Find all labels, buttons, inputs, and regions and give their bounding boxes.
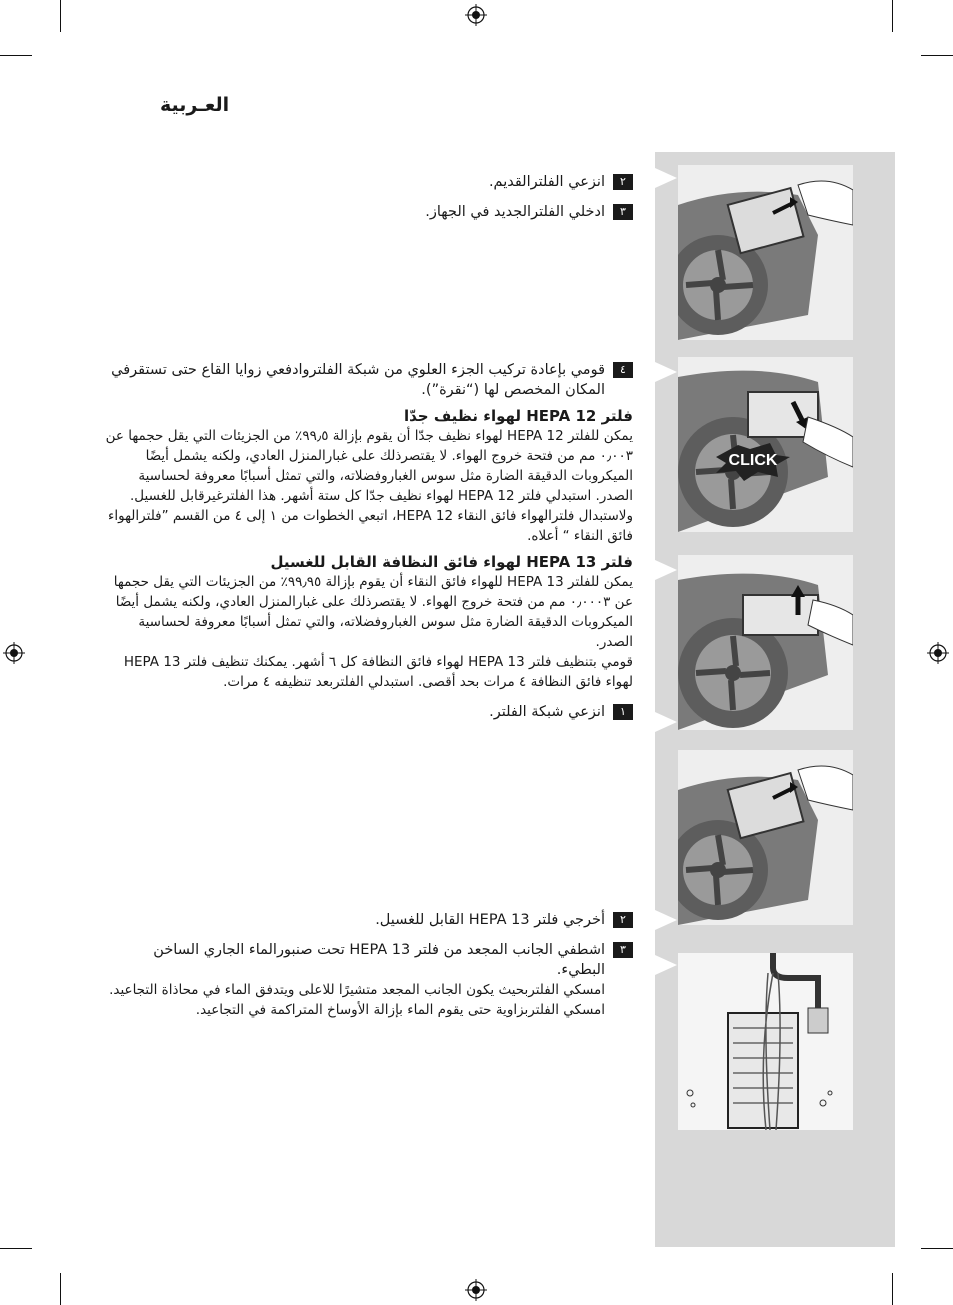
step-item [103, 940, 633, 980]
crop-mark [921, 55, 953, 56]
step-number: ٣ [613, 204, 633, 220]
step-subtext: امسكي الفلتربزاوية حتى يقوم الماء بإزالة الأوساخ المتراكمة في التجاعيد. [195, 1002, 605, 1018]
hepa-section [103, 360, 633, 722]
steps-bottom [103, 910, 633, 1020]
hepa12-heading: فلتر HEPA 12 لهواء نظيف جدّا [403, 407, 633, 425]
step-text: انزعي شبكة الفلتر. [489, 704, 605, 720]
crop-mark [60, 1273, 61, 1305]
step-text: ادخلي الفلترالجديد في الجهاز. [425, 204, 605, 220]
step-item [113, 202, 633, 222]
steps-top [113, 172, 633, 222]
language-title: العـربية [160, 94, 230, 116]
crop-mark [892, 1273, 893, 1305]
step-item [103, 702, 633, 722]
registration-mark-icon [465, 4, 487, 26]
step-number: ٣ [613, 942, 633, 958]
step-text: قومي بإعادة تركيب الجزء العلوي من شبكة الفلتروادفعي زوايا القاع حتى تستقرفي المكان المخصص لها (“نقرة”). [111, 362, 605, 398]
hepa13-heading: فلتر HEPA 13 لهواء فائق النظافة القابل للغسيل [270, 553, 633, 571]
figure-pointer [655, 712, 677, 732]
figure-pointer [655, 560, 677, 580]
figure-insert-filter [678, 165, 853, 340]
figure-pointer [655, 362, 677, 382]
registration-mark-icon [465, 1279, 487, 1301]
step-subtext: امسكي الفلتربحيث يكون الجانب المجعد متشيرًا للاعلى ويتدفق الماء في محاذاة التجاعيد. [109, 982, 605, 998]
figure-rinse-filter [678, 953, 853, 1130]
step-item [103, 910, 633, 930]
step-item [113, 172, 633, 192]
figure-take-out-filter [678, 750, 853, 925]
registration-mark-icon [3, 642, 25, 664]
step-text: أخرجي فلتر HEPA 13 القابل للغسيل. [375, 912, 605, 928]
step-text: اشطفي الجانب المجعد من فلتر HEPA 13 تحت صنبورالماء الجاري الساخن البطيء. [153, 942, 605, 978]
step-number: ٢ [613, 912, 633, 928]
crop-mark [921, 1248, 953, 1249]
step-text: انزعي الفلترالقديم. [488, 174, 605, 190]
step-number: ٢ [613, 174, 633, 190]
figure-remove-grill [678, 555, 853, 730]
step-item [103, 360, 633, 400]
figure-pointer [655, 168, 677, 188]
figure-click-filter [678, 357, 853, 532]
crop-mark [60, 0, 61, 32]
crop-mark [892, 0, 893, 32]
hepa13-paragraph: قومي بتنظيف فلتر HEPA 13 لهواء فائق النظافة كل ٦ أشهر. يمكنك تنظيف فلتر HEPA 13 لهواء فائق النظافة ٤ مرات بحد أقصى. استبدلي الفلتربعد تنظيفه ٤ مرات. [123, 654, 633, 690]
click-label: CLICK [728, 452, 778, 469]
figure-pointer [655, 910, 677, 930]
hepa13-paragraph: يمكن للفلتر HEPA 13 للهواء فائق النقاء أن يقوم بإزالة ٩٩٫٩٥٪ من الجزيئات التي يقل حجمها عن ٠٫٠٠٠٣ مم من فتحة خروج الهواء. لا يقتصرذلك على غبارالمنزل العادي، ولكنه يشمل أيضًا الميكروبات الدقيقة الضارة مثل سوس الغباروفضلاته، والتي تمثل أسبابًا معروفة لحساسية الصدر. [113, 574, 633, 650]
crop-mark [0, 55, 32, 56]
crop-mark [0, 1248, 32, 1249]
hepa12-paragraph: يمكن للفلتر HEPA 12 لهواء نظيف جدّا أن يقوم بإزالة ٩٩٫٥٪ من الجزيئات التي يقل حجمها عن ٠٫٠٠٣ مم من فتحة خروج الهواء. لا يقتصرذلك على غبارالمنزل العادي، ولكنه يشمل أيضًا الميكروبات الدقيقة الضارة مثل سوس الغباروفضلاته، والتي تمثل أسبابًا معروفة لحساسية الصدر. استبدلي فلتر HEPA 12 لهواء نظيف جدّا كل ستة أشهر. هذا الفلترغيرقابل للغسيل. ولاستبدال فلترالهواء فائق النقاء HEPA 12، اتبعي الخطوات من ١ إلى ٤ من القسم ”فلترالهواء فائق النقاء “ أعلاه. [105, 428, 633, 544]
figure-pointer [655, 955, 677, 975]
step-number: ١ [613, 704, 633, 720]
registration-mark-icon [927, 642, 949, 664]
step-number: ٤ [613, 362, 633, 378]
